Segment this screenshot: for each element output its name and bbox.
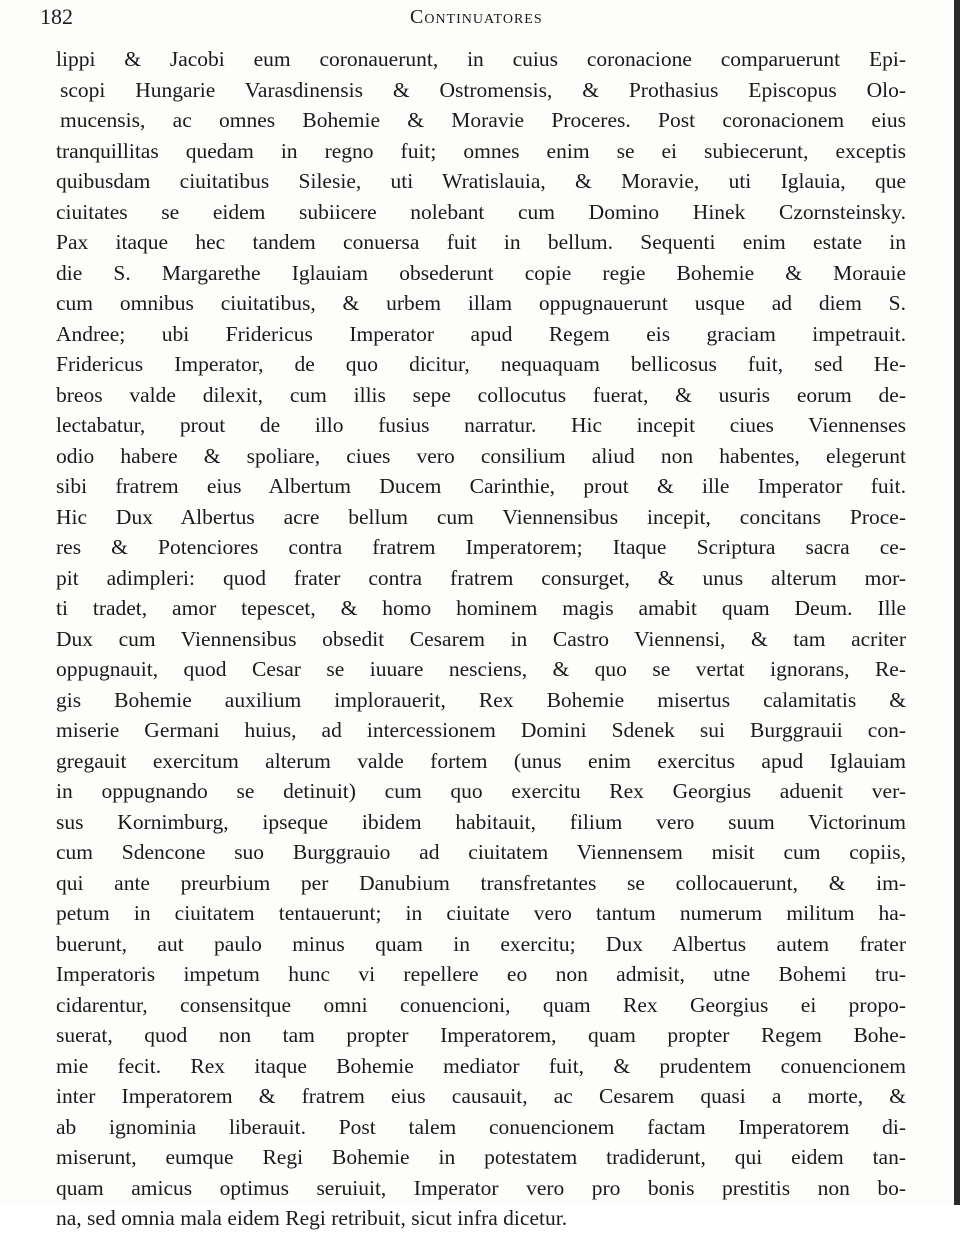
- text-line: oppugnauit, quod Cesar se iuuare nesciens, & quo se vertat ignorans, Re-: [56, 657, 906, 681]
- text-line: in oppugnando se detinuit) cum quo exercitu Rex Georgius aduenit ver-: [56, 779, 906, 803]
- text-line: gregauit exercitum alterum valde fortem (unus enim exercitus apud Iglauiam: [56, 748, 906, 773]
- text-line: odio habere & spoliare, ciues vero consilium aliud non habentes, elegerunt: [56, 443, 906, 468]
- text-line: pit adimpleri: quod frater contra fratrem consurget, & unus alterum mor-: [56, 565, 906, 590]
- text-line: lectabatur, prout de illo fusius narratur. Hic incepit ciues Viennenses: [56, 413, 906, 437]
- text-line: suerat, quod non tam propter Imperatorem, quam propter Regem Bohe-: [56, 1023, 906, 1047]
- text-line: tranquillitas quedam in regno fuit; omnes enim se ei subiecerunt, exceptis: [56, 138, 906, 163]
- text-line: Hic Dux Albertus acre bellum cum Viennensibus incepit, concitans Proce-: [56, 504, 906, 529]
- text-line: Fridericus Imperator, de quo dicitur, nequaquam bellicosus fuit, sed He-: [56, 352, 906, 376]
- text-line: Imperatoris impetum hunc vi repellere eo non admisit, utne Bohemi tru-: [56, 962, 906, 986]
- text-line: cidarentur, consensitque omni conuencioni, quam Rex Georgius ei propo-: [56, 992, 906, 1017]
- text-line: die S. Margarethe Iglauiam obsederunt copie regie Bohemie & Morauie: [56, 260, 906, 285]
- text-line: Andree; ubi Fridericus Imperator apud Regem eis graciam impetrauit.: [56, 321, 906, 346]
- text-line: mucensis, ac omnes Bohemie & Moravie Proceres. Post coronacionem eius: [60, 108, 906, 132]
- text-line: ti tradet, amor tepescet, & homo hominem magis amabit quam Deum. Ille: [56, 596, 906, 620]
- text-line: lippi & Jacobi eum coronauerunt, in cuius coronacione comparuerunt Epi-: [56, 47, 906, 71]
- text-line: ab ignominia liberauit. Post talem conuencionem factam Imperatorem di-: [56, 1114, 906, 1139]
- text-line: breos valde dilexit, cum illis sepe collocutus fuerat, & usuris eorum de-: [56, 382, 906, 407]
- text-line: res & Potenciores contra fratrem Imperatorem; Itaque Scriptura sacra ce-: [56, 535, 906, 559]
- text-line: cum Sdencone suo Burggrauio ad ciuitatem Viennensem misit cum copiis,: [56, 840, 906, 864]
- text-line: buerunt, aut paulo minus quam in exercitu; Dux Albertus autem frater: [56, 931, 906, 956]
- text-line: miserunt, eumque Regi Bohemie in potestatem tradiderunt, qui eidem tan-: [56, 1145, 906, 1169]
- text-line: Dux cum Viennensibus obsedit Cesarem in Castro Viennensi, & tam acriter: [56, 626, 906, 651]
- text-line: quam amicus optimus seruiuit, Imperator vero pro bonis prestitis non bo-: [56, 1175, 906, 1200]
- page-header: [40, 4, 600, 34]
- text-line: sus Kornimburg, ipseque ibidem habitauit, filium vero suum Victorinum: [56, 809, 906, 834]
- text-line: inter Imperatorem & fratrem eius causauit, ac Cesarem quasi a morte, &: [56, 1084, 906, 1108]
- text-line: na, sed omnia mala eidem Regi retribuit, sicut infra dicetur.: [56, 1206, 568, 1230]
- page-number: 182: [40, 4, 73, 29]
- text-line: quibusdam ciuitatibus Silesie, uti Wratislauia, & Moravie, uti Iglauia, que: [56, 169, 906, 193]
- body-text: [56, 44, 906, 1234]
- text-line: mie fecit. Rex itaque Bohemie mediator fuit, & prudentem conuencionem: [56, 1053, 906, 1078]
- text-line: qui ante preurbium per Danubium transfretantes se collocauerunt, & im-: [56, 870, 906, 895]
- text-line: petum in ciuitatem tentauerunt; in ciuitate vero tantum numerum militum ha-: [56, 901, 906, 925]
- text-line: sibi fratrem eius Albertum Ducem Carinthie, prout & ille Imperator fuit.: [56, 474, 906, 498]
- page-edge-shadow: [954, 0, 960, 1205]
- text-line: gis Bohemie auxilium implorauerit, Rex Bohemie misertus calamitatis &: [56, 687, 906, 712]
- running-head: Continuatores: [410, 6, 543, 28]
- text-line: scopi Hungarie Varasdinensis & Ostromensis, & Prothasius Episcopus Olo-: [60, 77, 906, 102]
- text-line: cum omnibus ciuitatibus, & urbem illam oppugnauerunt usque ad diem S.: [56, 291, 906, 315]
- text-line: Pax itaque hec tandem conuersa fuit in bellum. Sequenti enim estate in: [56, 230, 906, 254]
- text-line: ciuitates se eidem subiicere nolebant cum Domino Hinek Czornsteinsky.: [56, 199, 906, 224]
- text-line: miserie Germani huius, ad intercessionem Domini Sdenek sui Burggrauii con-: [56, 718, 906, 742]
